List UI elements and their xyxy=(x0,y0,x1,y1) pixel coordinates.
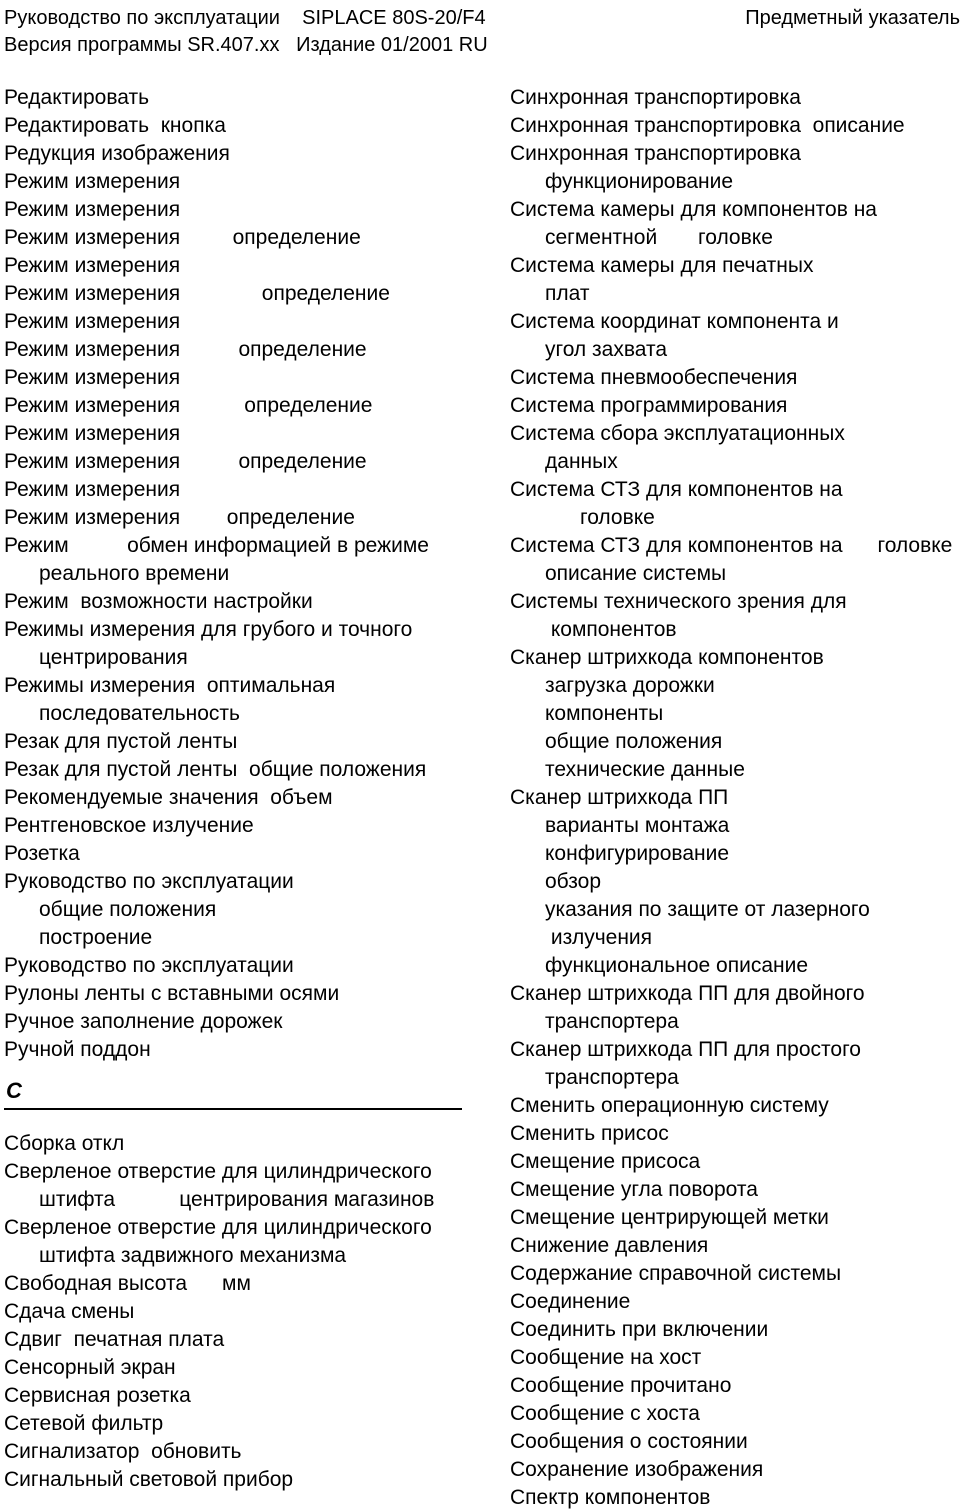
index-entry: Режим измерения определение xyxy=(4,450,367,473)
index-entry: Синхронная транспортировка описание xyxy=(510,114,905,137)
index-entry: технические данные xyxy=(510,758,745,781)
index-entry: Система сбора эксплуатационных xyxy=(510,422,845,445)
index-entry: Сканер штрихкода компонентов xyxy=(510,646,824,669)
index-entry: Система координат компонента и xyxy=(510,310,839,333)
index-entry: Руководство по эксплуатации xyxy=(4,954,294,977)
index-entry: Система камеры для компонентов на xyxy=(510,198,877,221)
index-entry: построение xyxy=(4,926,153,949)
index-entry: указания по защите от лазерного xyxy=(510,898,870,921)
index-entry: Свободная высота мм xyxy=(4,1272,251,1295)
index-entry: транспортера xyxy=(510,1066,679,1089)
index-section-title: Предметный указатель xyxy=(745,7,960,29)
index-entry: Резак для пустой ленты общие положения xyxy=(4,758,427,781)
index-entry: Сдвиг печатная плата xyxy=(4,1328,225,1351)
index-entry: Синхронная транспортировка xyxy=(510,142,801,165)
index-entry: Ручное заполнение дорожек xyxy=(4,1010,283,1033)
index-entry: Режим измерения xyxy=(4,254,181,277)
index-section-letter: С xyxy=(4,1078,462,1110)
index-entry: обзор xyxy=(510,870,602,893)
index-entry: Соединить при включении xyxy=(510,1318,769,1341)
index-entry: Спектр компонентов xyxy=(510,1486,711,1509)
index-entry: Рулоны ленты с вставными осями xyxy=(4,982,340,1005)
index-entry: Режим измерения определение xyxy=(4,282,390,305)
index-entry: Режим измерения xyxy=(4,310,181,333)
index-entry: общие положения xyxy=(4,898,217,921)
page-header xyxy=(4,5,960,59)
index-entry: Сдача смены xyxy=(4,1300,135,1323)
index-entry: Режим обмен информацией в режиме xyxy=(4,534,429,557)
index-entry: Соединение xyxy=(510,1290,631,1313)
index-entry: Система пневмообеспечения xyxy=(510,366,798,389)
index-entry: Режим измерения определение xyxy=(4,226,361,249)
index-entry: конфигурирование xyxy=(510,842,730,865)
index-entry: загрузка дорожки xyxy=(510,674,715,697)
index-entry: Рекомендуемые значения объем xyxy=(4,786,333,809)
index-entry: Ручной поддон xyxy=(4,1038,151,1061)
index-entry: Система камеры для печатных xyxy=(510,254,814,277)
index-entry: Системы технического зрения для xyxy=(510,590,847,613)
index-entry: Резак для пустой ленты xyxy=(4,730,238,753)
index-entry: Режим измерения xyxy=(4,170,181,193)
index-entry: плат xyxy=(510,282,590,305)
index-entry: Режим возможности настройки xyxy=(4,590,313,613)
index-entry: штифта задвижного механизма xyxy=(4,1244,347,1267)
index-entry: Сверленое отверстие для цилиндрического xyxy=(4,1216,432,1239)
index-entry: Сообщение с хоста xyxy=(510,1402,700,1425)
index-entry: Сервисная розетка xyxy=(4,1384,191,1407)
index-entry: Смещение присоса xyxy=(510,1150,701,1173)
index-entry: Сверленое отверстие для цилиндрического xyxy=(4,1160,432,1183)
index-entry: Система программирования xyxy=(510,394,788,417)
manual-version: Версия программы SR.407.xx Издание 01/2001 RU xyxy=(4,34,488,56)
index-entry: Руководство по эксплуатации xyxy=(4,870,294,893)
index-entry: Сообщение на хост xyxy=(510,1346,702,1369)
index-entry: Режим измерения определение xyxy=(4,394,373,417)
index-entry: Режимы измерения оптимальная xyxy=(4,674,336,697)
index-entry: центрирования xyxy=(4,646,188,669)
index-entry: Синхронная транспортировка xyxy=(510,86,801,109)
index-entry: последовательность xyxy=(4,702,240,725)
index-entry: варианты монтажа xyxy=(510,814,730,837)
index-entry: Сканер штрихкода ПП для двойного xyxy=(510,982,865,1005)
index-entry: Режим измерения xyxy=(4,478,181,501)
index-entry: Сенсорный экран xyxy=(4,1356,176,1379)
index-entry: Сообщения о состоянии xyxy=(510,1430,748,1453)
index-entry: Сканер штрихкода ПП xyxy=(510,786,729,809)
index-entry: Рентгеновское излучение xyxy=(4,814,254,837)
index-entry: Сменить присос xyxy=(510,1122,669,1145)
index-entry: транспортера xyxy=(510,1010,679,1033)
index-entry: угол захвата xyxy=(510,338,668,361)
index-entry: Содержание справочной системы xyxy=(510,1262,842,1285)
index-entry: Режим измерения xyxy=(4,366,181,389)
index-entry: общие положения xyxy=(510,730,723,753)
index-entry: Система СТЗ для компонентов на головке xyxy=(510,534,953,557)
index-entry: головке xyxy=(510,506,655,529)
index-entry: Редактировать xyxy=(4,86,150,109)
index-entry: компоненты xyxy=(510,702,664,725)
index-entry: сегментной головке xyxy=(510,226,773,249)
index-entry: Режим измерения xyxy=(4,422,181,445)
index-entry: функциональное описание xyxy=(510,954,808,977)
header-line-1 xyxy=(4,5,960,32)
index-entry: Сборка откл xyxy=(4,1132,125,1155)
index-entry: данных xyxy=(510,450,618,473)
index-entry: Редукция изображения xyxy=(4,142,230,165)
index-entry: Сменить операционную систему xyxy=(510,1094,829,1117)
index-entry: излучения xyxy=(510,926,653,949)
index-entry: Сетевой фильтр xyxy=(4,1412,164,1435)
index-entry: описание системы xyxy=(510,562,727,585)
index-entry: функционирование xyxy=(510,170,734,193)
index-entry: Смещение угла поворота xyxy=(510,1178,758,1201)
index-entry: Сохранение изображения xyxy=(510,1458,764,1481)
index-entry: Смещение центрирующей метки xyxy=(510,1206,829,1229)
index-column-left xyxy=(4,84,462,1494)
manual-title: Руководство по эксплуатации SIPLACE 80S-20/F4 xyxy=(4,7,486,29)
index-entry: Снижение давления xyxy=(510,1234,709,1257)
index-entry: Режим измерения определение xyxy=(4,506,355,529)
index-entry: Редактировать кнопка xyxy=(4,114,226,137)
index-column-right xyxy=(510,84,962,1512)
index-entry: компонентов xyxy=(510,618,677,641)
index-entry: Режим измерения определение xyxy=(4,338,367,361)
index-entry: реального времени xyxy=(4,562,230,585)
index-entry: штифта центрирования магазинов xyxy=(4,1188,435,1211)
index-entry: Сигнальный световой прибор xyxy=(4,1468,294,1491)
index-entry: Режимы измерения для грубого и точного xyxy=(4,618,413,641)
index-entry: Сообщение прочитано xyxy=(510,1374,732,1397)
index-entry: Режим измерения xyxy=(4,198,181,221)
index-entry: Сигнализатор обновить xyxy=(4,1440,242,1463)
index-entry: Сканер штрихкода ПП для простого xyxy=(510,1038,861,1061)
index-entry: Розетка xyxy=(4,842,80,865)
index-entry: Система СТЗ для компонентов на xyxy=(510,478,843,501)
